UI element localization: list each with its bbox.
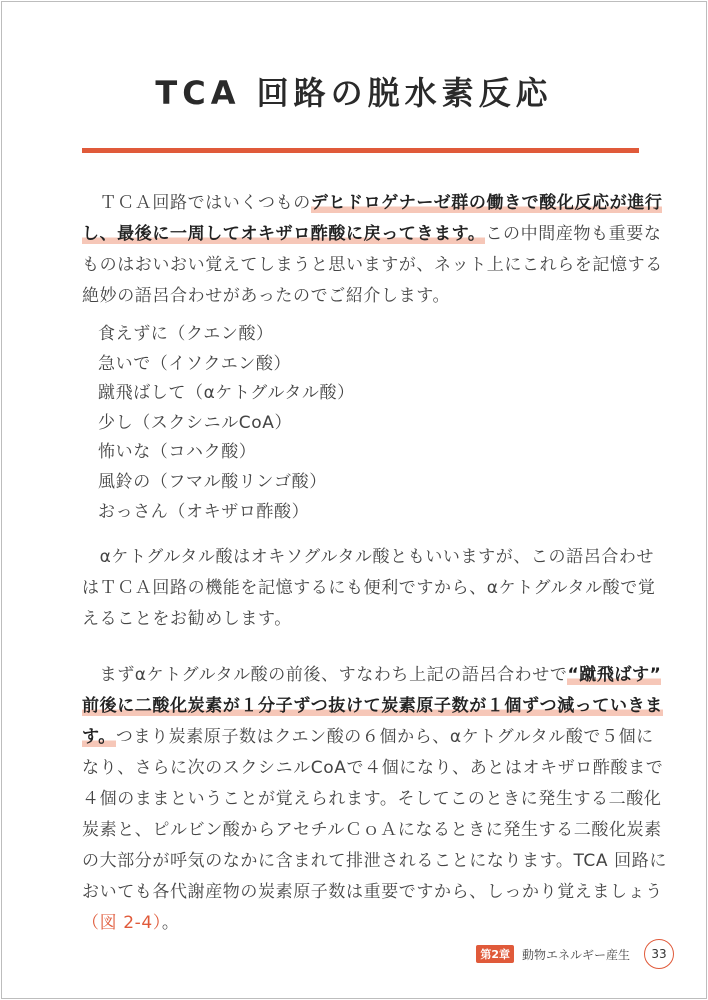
paragraph-carbon: [82, 660, 667, 939]
text-span: この中間産物も重要な: [485, 224, 662, 244]
text-span: ＴＣＡ回路ではいくつもの: [82, 193, 311, 213]
highlight-text: す。: [82, 727, 116, 747]
highlight-text: 前後に二酸化炭素が１分子ずつ抜けて炭素原子数が１個ずつ減っていきま: [82, 696, 663, 716]
page-number: 33: [644, 939, 674, 969]
text-line: αケトグルタル酸はオキソグルタル酸ともいいますが、この語呂合わせ: [82, 547, 655, 567]
paragraph-intro: [82, 188, 663, 312]
chapter-badge: 第2章: [476, 945, 514, 963]
text-span: 。: [161, 913, 180, 933]
text-line: [82, 908, 642, 939]
page-title: TCA 回路の脱水素反応: [155, 74, 553, 112]
text-line: 炭素と、ピルビン酸からアセチルＣｏＡになるときに発生する二酸化炭素: [82, 820, 662, 840]
text-line: おいても各代謝産物の炭素原子数は重要ですから、しっかり覚えましょう: [82, 882, 663, 902]
text-line: ４個のままということが覚えられます。そしてこのときに発生する二酸化: [82, 789, 662, 809]
text-line: [82, 219, 662, 250]
list-item: 蹴飛ばして（αケトグルタル酸）: [98, 383, 355, 404]
text-line: はＴＣＡ回路の機能を記憶するにも便利ですから、αケトグルタル酸で覚: [82, 578, 656, 598]
text-line: [82, 722, 654, 753]
page-footer: [476, 939, 674, 969]
highlight-text: デヒドロゲナーゼ群の働きで酸化反応が進行: [310, 193, 663, 213]
title-rule: [82, 148, 639, 153]
text-line: [82, 660, 662, 691]
text-line: の大部分が呼気のなかに含まれて排泄されることになります。TCA 回路に: [82, 851, 667, 871]
text-span: まずαケトグルタル酸の前後、すなわち上記の語呂合わせで: [82, 665, 568, 685]
page: [1, 1, 707, 999]
highlight-text: “蹴飛ばす”: [567, 665, 662, 685]
list-item: 怖いな（コハク酸）: [98, 442, 257, 463]
text-line: ものはおいおい覚えてしまうと思いますが、ネット上にこれらを記憶する: [82, 255, 663, 275]
figure-reference[interactable]: （図 2-4）: [82, 913, 162, 933]
text-line: えることをお勧めします。: [82, 609, 292, 629]
list-item: おっさん（オキザロ酢酸）: [98, 501, 310, 522]
text-line: 絶妙の語呂合わせがあったのでご紹介します。: [82, 286, 451, 306]
text-span: つまり炭素原子数はクエン酸の６個から、αケトグルタル酸で５個に: [115, 727, 654, 747]
list-item: 風鈴の（フマル酸リンゴ酸）: [98, 471, 327, 492]
section-title: 動物エネルギー産生: [521, 947, 630, 962]
mnemonic-list: [98, 320, 658, 527]
highlight-text: し、最後に一周してオキザロ酢酸に戻ってきます。: [82, 224, 486, 244]
list-item: 急いで（イソクエン酸）: [98, 353, 292, 374]
text-line: [82, 691, 663, 722]
list-item: 少し（スクシニルCoA）: [98, 412, 293, 433]
paragraph-alpha-keto: [82, 542, 656, 635]
text-line: なり、さらに次のスクシニルCoAで４個になり、あとはオキザロ酢酸まで: [82, 758, 664, 778]
text-line: [82, 188, 663, 219]
list-item: 食えずに（クエン酸）: [98, 324, 274, 344]
